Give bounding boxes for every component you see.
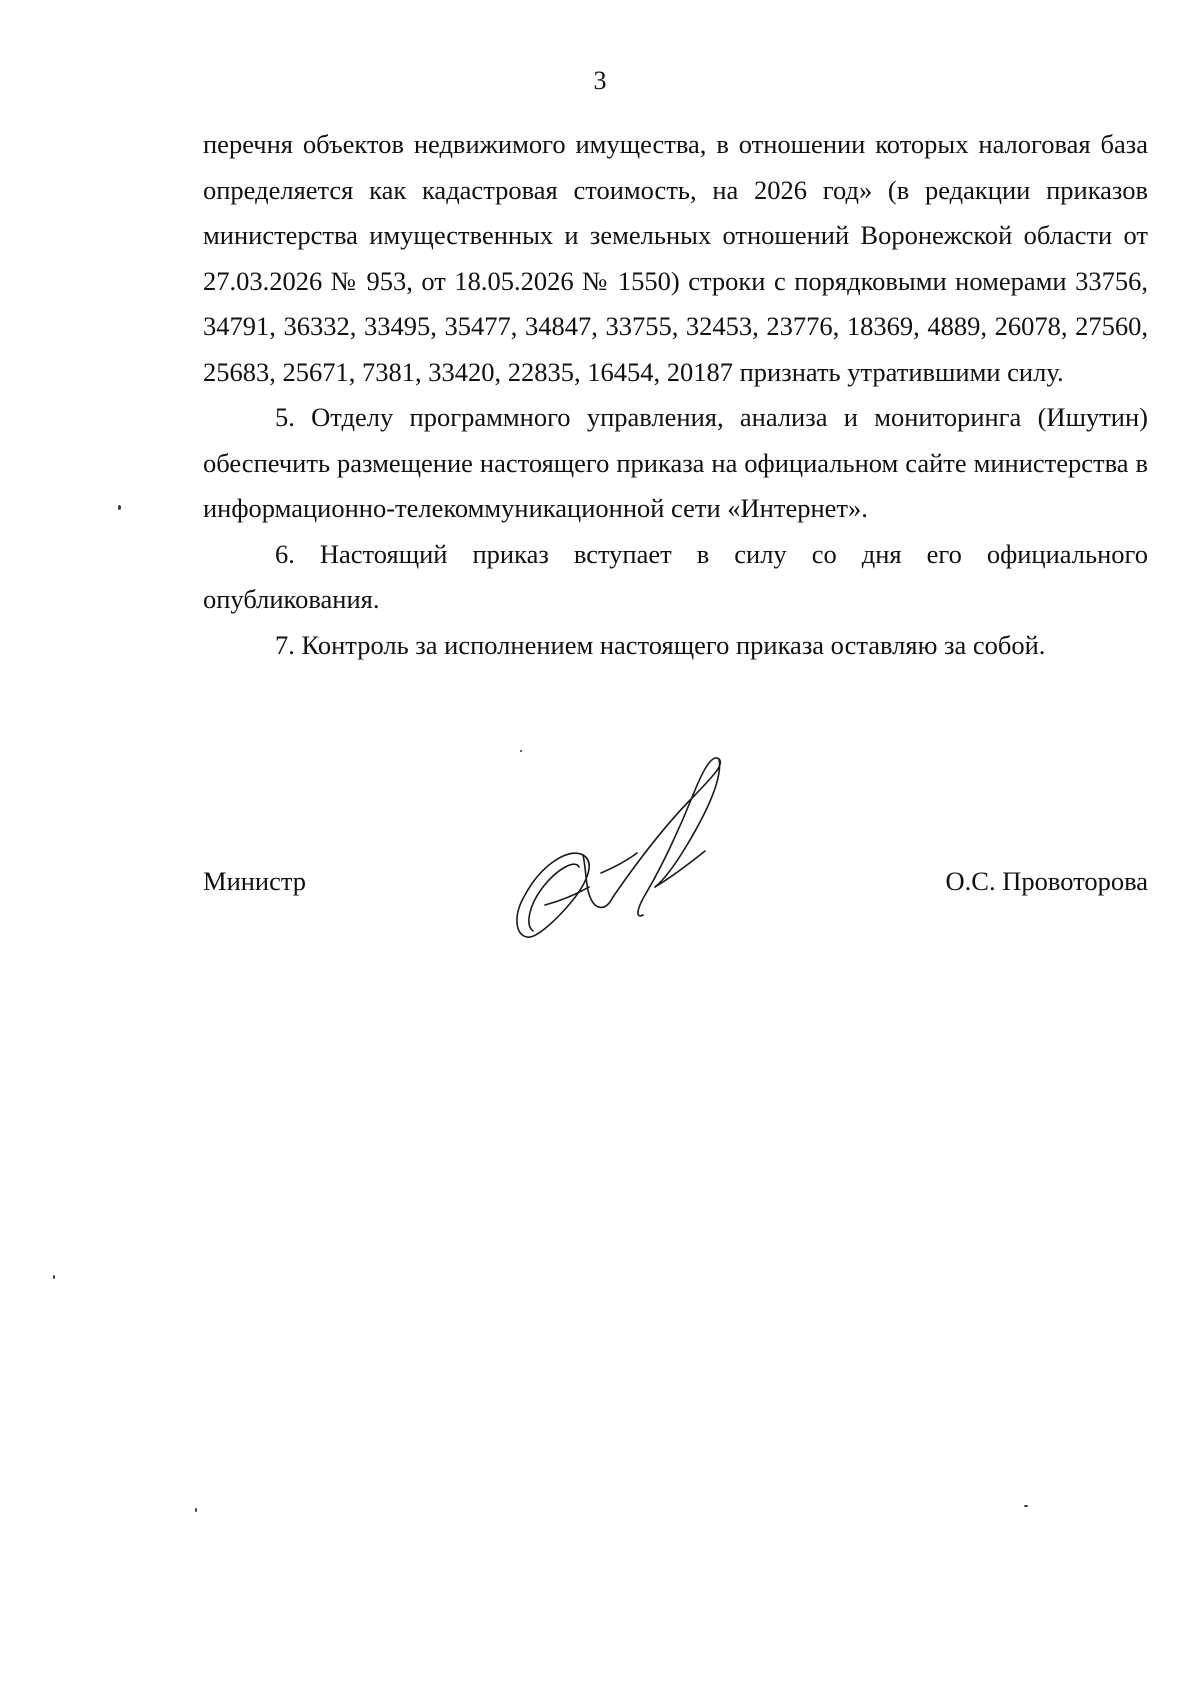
scan-speck <box>195 1508 197 1512</box>
signatory-name: О.С. Провоторова <box>945 866 1148 896</box>
scan-speck <box>118 505 121 510</box>
scan-speck <box>53 1275 55 1279</box>
paragraph-item-6: 6. Настоящий приказ вступает в силу со дня его официального опубликования. <box>203 538 1148 614</box>
scan-speck <box>520 750 522 752</box>
signatory-title: Министр <box>203 866 307 896</box>
paragraph-continuation: перечня объектов недвижимого имущества, в отношении которых налоговая база определяется как кадастровая стоимость, на 2026 год» (в редакции приказов министерства имущественных и земельных отношений Воронежской области от 27.03.2026 № 953, от 18.05.2026 № 1550) строки с порядковыми номерами 33756, 34791, 36332, 33495, 35477, 34847, 33755, 32453, 23776, 18369, 4889, 26078, 27560, 25683, 25671, 7381, 33420, 22835, 16454, 20187 признать утратившими силу. <box>203 129 1148 387</box>
paragraph-item-5: 5. Отделу программного управления, анализа и мониторинга (Ишутин) обеспечить размещение настоящего приказа на официальном сайте министерства в информационно-телекоммуникационной сети «Интернет». <box>203 402 1148 523</box>
paragraph-item-7: 7. Контроль за исполнением настоящего приказа оставляю за собой. <box>275 629 1046 660</box>
handwritten-signature <box>505 755 805 955</box>
page-number: 3 <box>593 66 607 95</box>
scan-speck <box>1024 1505 1028 1507</box>
document-body <box>203 122 1148 668</box>
